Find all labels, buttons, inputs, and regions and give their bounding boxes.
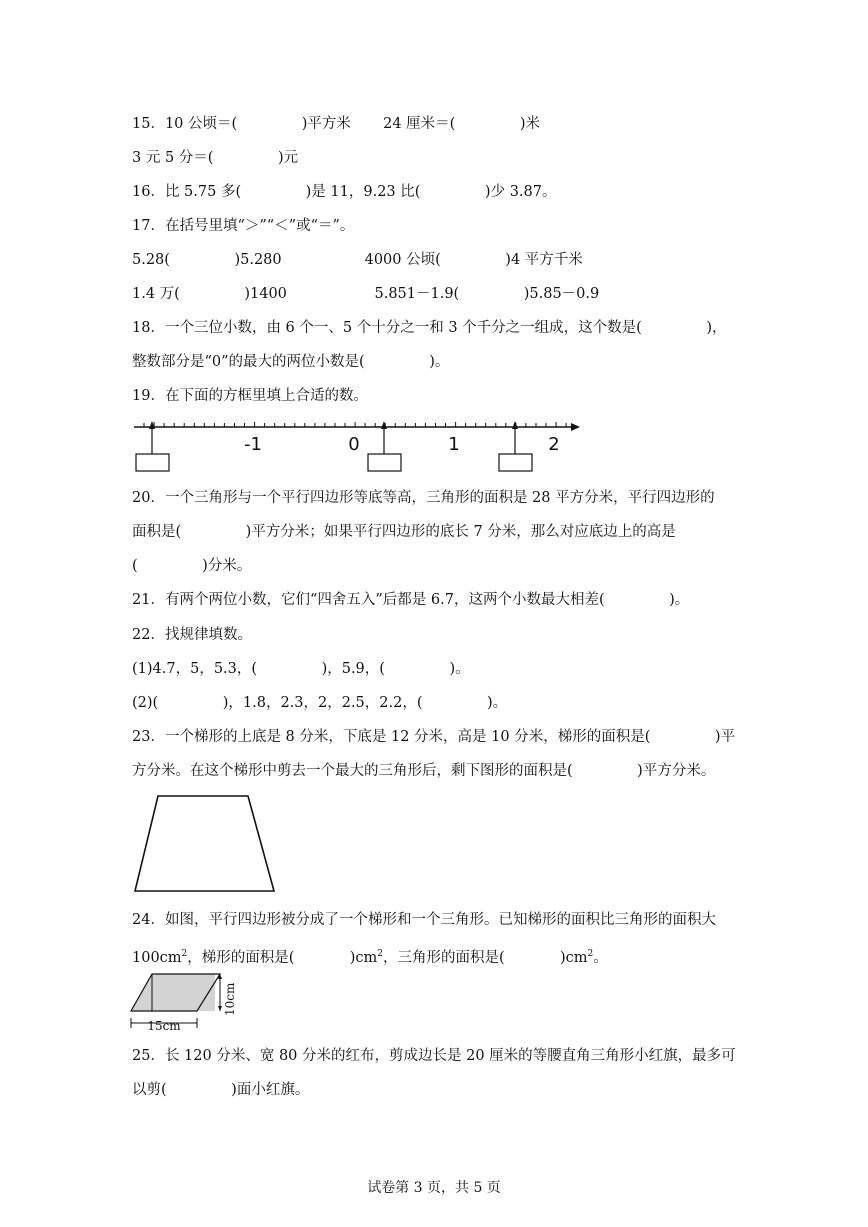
q17-line1: 17．在括号里填“＞”“＜”或“＝”。 xyxy=(132,218,355,234)
tick-label-neg1: -1 xyxy=(244,434,262,455)
q24-sup-1: 2 xyxy=(181,949,188,959)
q23-line1: 23．一个梯形的上底是 8 分米，下底是 12 分米，高是 10 分米，梯形的面积是( )平 xyxy=(132,729,736,745)
q17-line3: 1.4 万( )1400 5.851－1.9( )5.85－0.9 xyxy=(132,286,600,302)
q24-line2 xyxy=(132,944,608,968)
height-label: 10cm xyxy=(223,982,237,1016)
q20-line3: ( )分米。 xyxy=(132,558,252,574)
q19-line1: 19．在下面的方框里填上合适的数。 xyxy=(132,388,368,404)
q24-sup-3: 2 xyxy=(587,949,594,959)
q24-line1: 24．如图，平行四边形被分成了一个梯形和一个三角形。已知梯形的面积比三角形的面积大 xyxy=(132,912,716,928)
answer-box-3[interactable] xyxy=(499,454,532,471)
page-footer: 试卷第 3 页，共 5 页 xyxy=(367,1180,501,1196)
q20-line1: 20．一个三角形与一个平行四边形等底等高，三角形的面积是 28 平方分米，平行四边形的 xyxy=(132,490,715,506)
arrow-box-2 xyxy=(368,421,401,471)
q24-line2-c: ，三角形的面积是( )cm xyxy=(383,949,588,966)
answer-box-2[interactable] xyxy=(368,454,401,471)
q23-line2: 方分米。在这个梯形中剪去一个最大的三角形后，剩下图形的面积是( )平方分米。 xyxy=(132,763,716,779)
q25-line1: 25．长 120 分米、宽 80 分米的红布，剪成边长是 20 厘米的等腰直角三角形小红旗，最多可 xyxy=(132,1048,736,1064)
base-label: 15cm xyxy=(147,1019,181,1033)
q21-line1: 21．有两个两位小数，它们“四舍五入”后都是 6.7，这两个小数最大相差( )。 xyxy=(132,592,690,608)
arrow-box-1 xyxy=(136,421,169,471)
trapezoid-shape xyxy=(135,796,274,891)
answer-box-1[interactable] xyxy=(136,454,169,471)
q20-line2: 面积是( )平方分米；如果平行四边形的底长 7 分米，那么对应底边上的高是 xyxy=(132,524,676,540)
tick-label-0: 0 xyxy=(348,434,360,455)
tick-label-1: 1 xyxy=(448,434,460,455)
arrow-box-3 xyxy=(499,421,532,471)
parallelogram-figure xyxy=(126,968,246,1034)
q22-line3: (2)( )，1.8，2.3，2，2.5，2.2，( )。 xyxy=(132,695,508,711)
q16-line1: 16．比 5.75 多( )是 11，9.23 比( )少 3.87。 xyxy=(132,184,557,200)
q24-line2-d: 。 xyxy=(593,949,608,966)
dim-arrow-bottom xyxy=(218,1006,222,1011)
q18-line1: 18．一个三位小数，由 6 个一、5 个十分之一和 3 个千分之一组成，这个数是( )， xyxy=(132,320,727,336)
q15-line1: 15．10 公顷＝( )平方米 24 厘米＝( )米 xyxy=(132,116,541,132)
number-line-figure xyxy=(128,412,588,476)
q15-line2: 3 元 5 分＝( )元 xyxy=(132,150,299,166)
q24-line2-a: 100cm xyxy=(132,949,182,966)
q24-sup-2: 2 xyxy=(377,949,384,959)
q24-line2-b: ，梯形的面积是( )cm xyxy=(187,949,378,966)
q18-line2: 整数部分是“0”的最大的两位小数是( )。 xyxy=(132,354,450,370)
q25-line2: 以剪( )面小红旗。 xyxy=(132,1082,310,1098)
trapezoid-figure xyxy=(130,792,280,896)
q17-line2: 5.28( )5.280 4000 公顷( )4 平方千米 xyxy=(132,252,583,268)
number-line-labels xyxy=(244,434,560,455)
tick-label-2: 2 xyxy=(548,434,560,455)
q22-line2: (1)4.7，5，5.3，( )，5.9，( )。 xyxy=(132,661,470,677)
q22-line1: 22．找规律填数。 xyxy=(132,627,252,643)
